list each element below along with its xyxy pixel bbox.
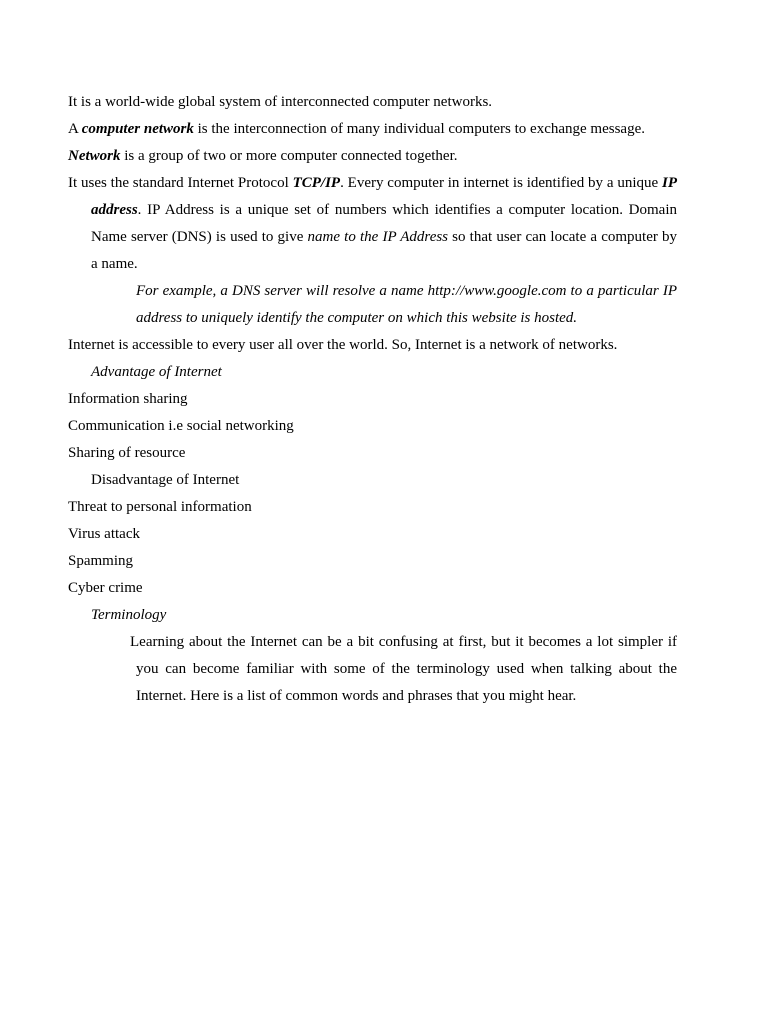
text-span: so that user can locate a computer by a name. (91, 229, 678, 272)
text-span: A (68, 121, 82, 137)
list-item: Sharing of resource (68, 445, 186, 461)
text-span: . Every computer in internet is identified by a unique (340, 175, 662, 191)
term-tcpip: TCP/IP (292, 175, 341, 191)
text-span: . IP Address is a unique set of numbers which identifies a computer location. Domain Name server (DNS) is used to give (91, 202, 677, 245)
term-network: Network (68, 148, 121, 164)
term-name-to-ip: name to the IP Address (307, 229, 449, 245)
tcpip-paragraph (68, 170, 677, 278)
terminology-paragraph: Learning about the Internet can be a bit confusing at first, but it becomes a lot simpler if you can become familiar with some of the terminology used when talking about the Internet. Here is a list of common words and phrases that you might hear. (130, 634, 677, 704)
disadvantages-heading: Disadvantage of Internet (91, 472, 240, 488)
term-ip-address: IP address (91, 175, 677, 218)
terminology-heading: Terminology (91, 607, 167, 623)
intro-line-computer-network (68, 116, 677, 143)
term-computer-network: computer network (81, 121, 194, 137)
list-item: Threat to personal information (68, 499, 252, 515)
intro-line-network (68, 143, 677, 170)
list-item: Cyber crime (68, 580, 143, 596)
network-of-networks-line: Internet is accessible to every user all over the world. So, Internet is a network of networks. (68, 337, 618, 353)
text-span: It uses the standard Internet Protocol (68, 175, 293, 191)
list-item: Information sharing (68, 391, 188, 407)
text-span: is the interconnection of many individual computers to exchange message. (193, 121, 645, 137)
document-page (68, 89, 677, 710)
list-item: Communication i.e social networking (68, 418, 294, 434)
list-item: Virus attack (68, 526, 140, 542)
intro-line-internet-definition: It is a world-wide global system of interconnected computer networks. (68, 94, 493, 110)
list-item: Spamming (68, 553, 134, 569)
text-span: is a group of two or more computer connected together. (120, 148, 458, 164)
dns-example: For example, a DNS server will resolve a name http://www.google.com to a particular IP address to uniquely identify the computer on which this website is hosted. (136, 283, 677, 326)
advantages-heading: Advantage of Internet (91, 364, 222, 380)
